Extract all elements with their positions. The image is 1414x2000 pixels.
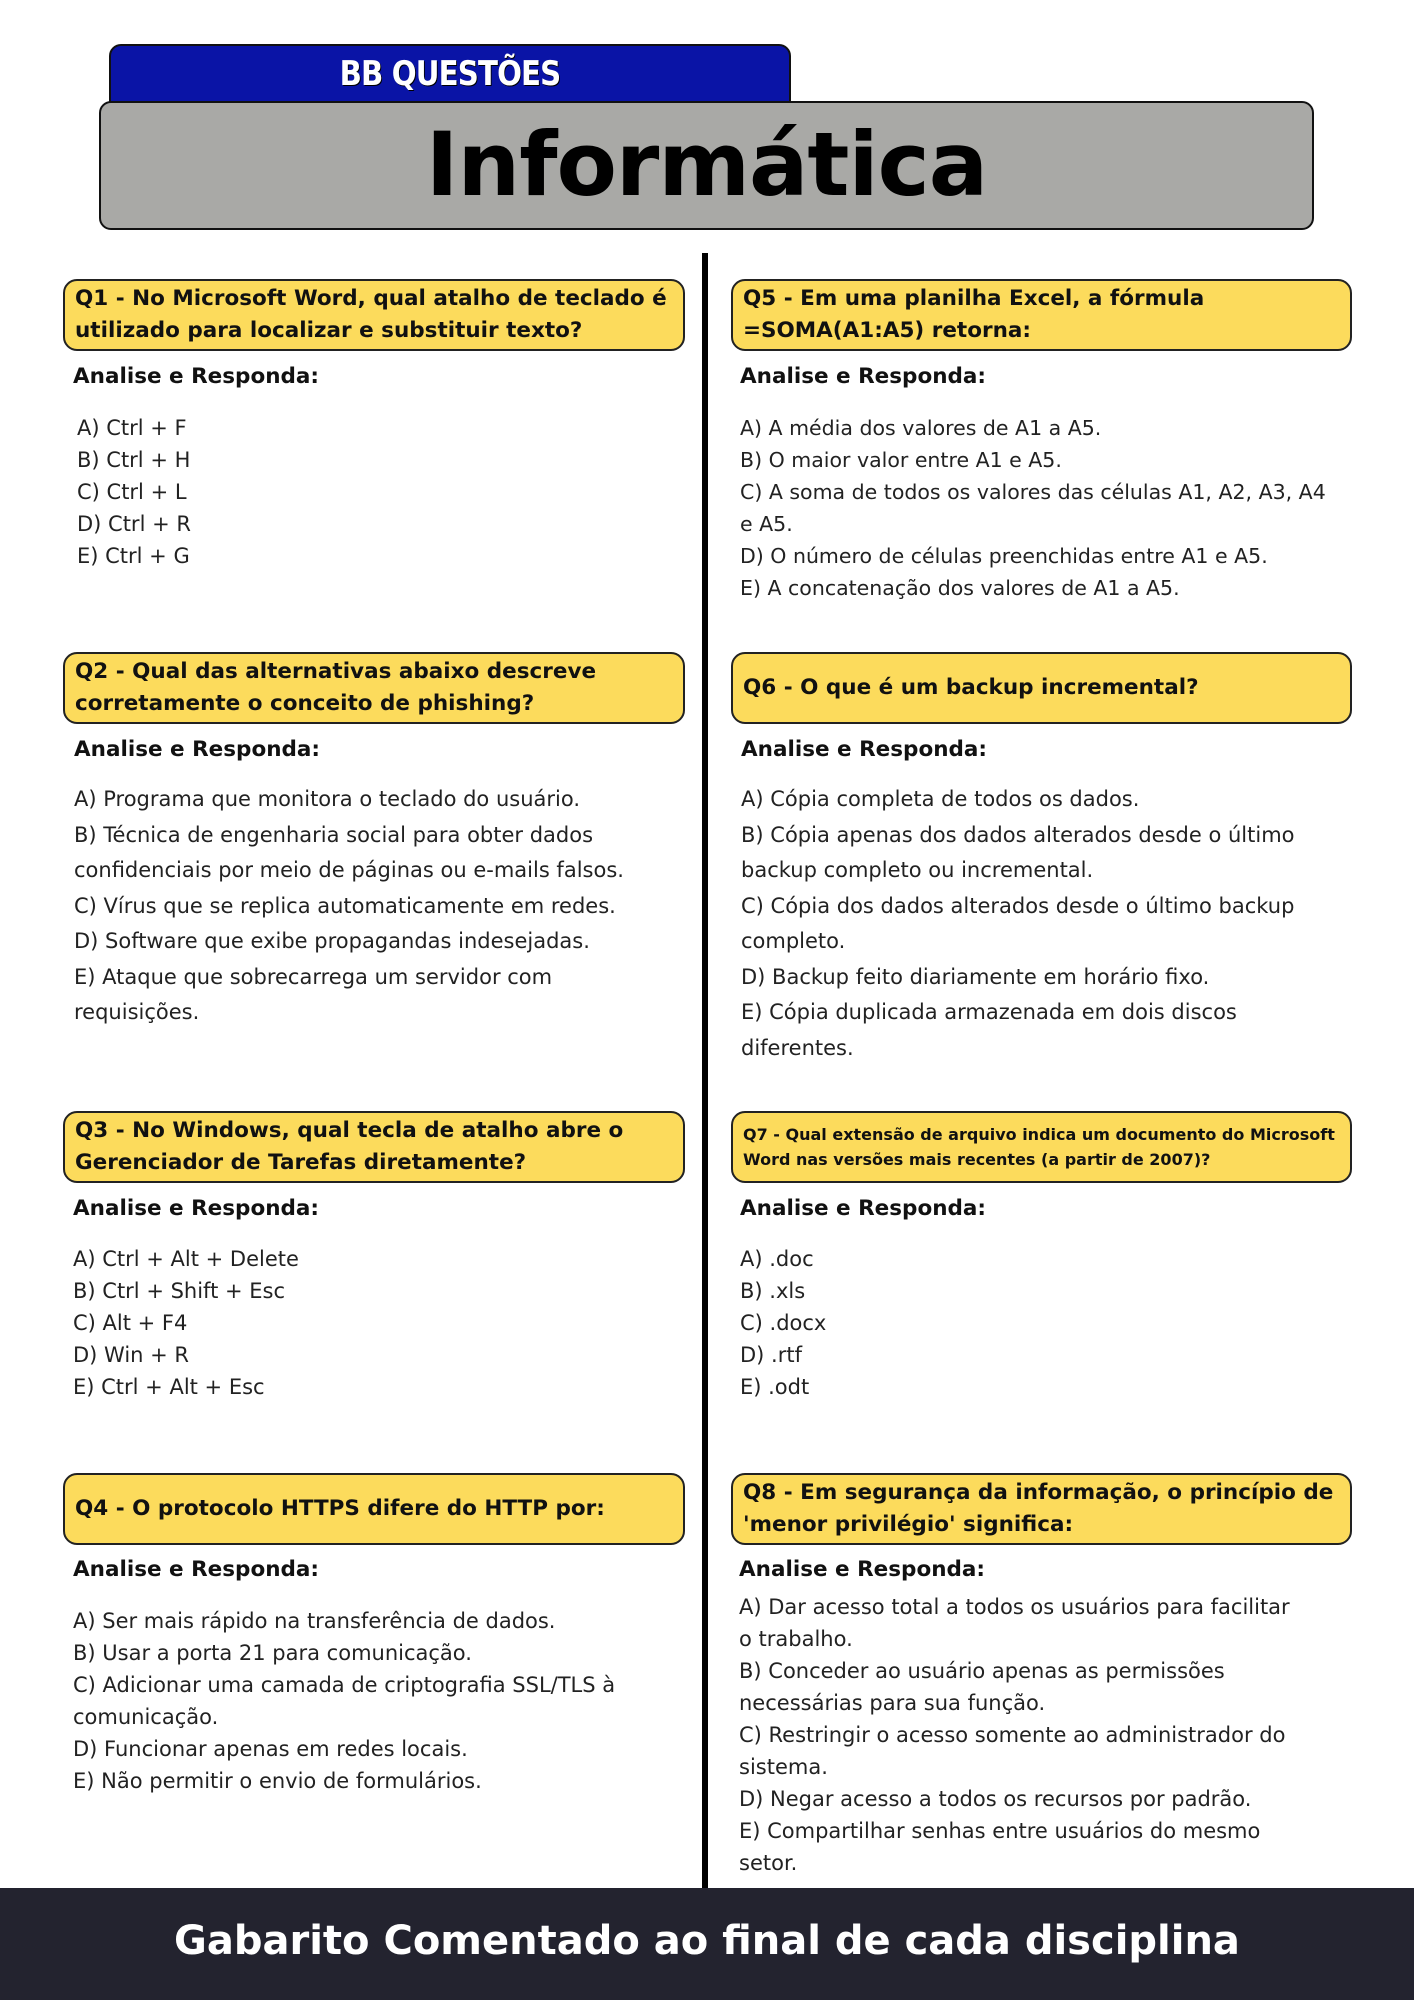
question-3-prompt: Analise e Responda: [73,1196,320,1221]
question-3-option: B) Ctrl + Shift + Esc [73,1279,286,1303]
question-2-option: confidenciais por meio de páginas ou e-mails falsos. [74,858,624,882]
question-4-option: B) Usar a porta 21 para comunicação. [73,1641,472,1665]
question-8-prompt: Analise e Responda: [739,1557,986,1582]
question-8-option: A) Dar acesso total a todos os usuários para facilitar [739,1595,1290,1619]
page-title: Informática [425,113,988,216]
question-5-option: A) A média dos valores de A1 a A5. [740,416,1102,440]
question-6-option: B) Cópia apenas dos dados alterados desde o último [741,822,1295,847]
question-3-option: A) Ctrl + Alt + Delete [73,1247,299,1271]
question-7-header [731,1111,1352,1183]
question-1-option: D) Ctrl + R [77,512,191,536]
question-7-option: D) .rtf [740,1343,802,1367]
question-1-options [77,412,191,572]
question-7-title: Q7 - Qual extensão de arquivo indica um documento do Microsoft Word nas versões mais recentes (a partir de 2007)? [743,1125,1335,1169]
question-4-option: E) Não permitir o envio de formulários. [73,1769,482,1793]
question-6-option: A) Cópia completa de todos os dados. [741,787,1140,811]
question-7-option: E) .odt [740,1375,810,1399]
question-6-option: backup completo ou incremental. [741,858,1094,882]
question-8-option: D) Negar acesso a todos os recursos por padrão. [739,1787,1252,1811]
question-4-option: A) Ser mais rápido na transferência de dados. [73,1609,556,1633]
question-1-option: B) Ctrl + H [77,448,191,472]
footer-text: Gabarito Comentado ao final de cada disciplina [174,1918,1240,1964]
question-8-option: setor. [739,1851,798,1875]
question-7-option: C) .docx [740,1311,827,1335]
question-4-prompt: Analise e Responda: [73,1557,320,1582]
question-8-option: E) Compartilhar senhas entre usuários do mesmo [739,1819,1261,1843]
question-8-option: o trabalho. [739,1627,853,1651]
brand-label: BB QUESTÕES [339,54,561,94]
question-5-title: Q5 - Em uma planilha Excel, a fórmula =SOMA(A1:A5) retorna: [743,286,1205,343]
question-8-option: sistema. [739,1755,828,1779]
question-4-option: comunicação. [73,1705,219,1729]
question-6-option: E) Cópia duplicada armazenada em dois discos [741,1000,1237,1024]
question-6-prompt: Analise e Responda: [741,737,988,762]
question-7-options [740,1243,826,1403]
question-7-option: B) .xls [740,1279,806,1303]
question-1-option: E) Ctrl + G [77,544,190,568]
question-1-option: C) Ctrl + L [77,480,187,504]
question-4-option: D) Funcionar apenas em redes locais. [73,1737,468,1761]
question-2-title: Q2 - Qual das alternativas abaixo descreve corretamente o conceito de phishing? [75,659,597,716]
question-2-prompt: Analise e Responda: [74,737,321,762]
question-2-header [63,652,685,724]
question-7-option: A) .doc [740,1247,814,1271]
question-8-option: B) Conceder ao usuário apenas as permissões [739,1659,1225,1683]
question-2-option: A) Programa que monitora o teclado do usuário. [74,787,581,811]
question-8-option: necessárias para sua função. [739,1691,1046,1715]
question-1-option: A) Ctrl + F [77,416,187,440]
question-1-prompt: Analise e Responda: [73,364,320,389]
question-3-option: D) Win + R [73,1343,190,1367]
question-8-title: Q8 - Em segurança da informação, o princípio de 'menor privilégio' significa: [743,1480,1334,1537]
question-5-option: C) A soma de todos os valores das células A1, A2, A3, A4 [740,480,1326,504]
question-3-title: Q3 - No Windows, qual tecla de atalho abre o Gerenciador de Tarefas diretamente? [75,1118,624,1175]
question-5-header [731,279,1352,351]
question-5-options [740,412,1326,604]
question-8-option: C) Restringir o acesso somente ao administrador do [739,1723,1286,1747]
question-2-option: requisições. [74,1000,200,1024]
question-4-title: Q4 - O protocolo HTTPS difere do HTTP por: [75,1496,605,1521]
question-8-header [731,1473,1352,1545]
column-divider [702,253,708,1889]
question-2-option: B) Técnica de engenharia social para obter dados [74,822,594,847]
question-3-options [73,1243,299,1403]
question-4-option: C) Adicionar uma camada de criptografia SSL/TLS à [73,1673,616,1697]
question-3-header [63,1111,685,1183]
footer-banner [0,1888,1414,2000]
question-5-option: E) A concatenação dos valores de A1 a A5. [740,576,1180,600]
question-5-prompt: Analise e Responda: [740,364,987,389]
question-6-title: Q6 - O que é um backup incremental? [743,675,1199,700]
question-2-option: E) Ataque que sobrecarrega um servidor com [74,964,553,989]
question-4-options [73,1605,615,1797]
question-2-options [74,782,624,1031]
question-5-option: e A5. [740,512,793,536]
page-title-box [99,101,1314,230]
question-4-header [63,1473,685,1545]
question-3-option: E) Ctrl + Alt + Esc [73,1375,265,1399]
question-6-option: C) Cópia dos dados alterados desde o último backup [741,893,1295,918]
question-7-prompt: Analise e Responda: [740,1196,987,1221]
question-8-options [739,1591,1290,1879]
question-5-option: B) O maior valor entre A1 e A5. [740,448,1062,472]
question-1-header [63,279,685,351]
question-6-option: D) Backup feito diariamente em horário fixo. [741,964,1210,989]
question-2-option: D) Software que exibe propagandas indesejadas. [74,929,590,953]
question-6-header [731,652,1352,724]
question-2-option: C) Vírus que se replica automaticamente em redes. [74,893,616,918]
question-1-title: Q1 - No Microsoft Word, qual atalho de teclado é utilizado para localizar e substituir texto? [75,286,667,343]
question-6-option: diferentes. [741,1035,854,1060]
question-5-option: D) O número de células preenchidas entre A1 e A5. [740,544,1268,568]
brand-tab [109,44,791,106]
question-3-option: C) Alt + F4 [73,1311,188,1335]
question-6-options [741,782,1295,1066]
question-6-option: completo. [741,929,846,953]
